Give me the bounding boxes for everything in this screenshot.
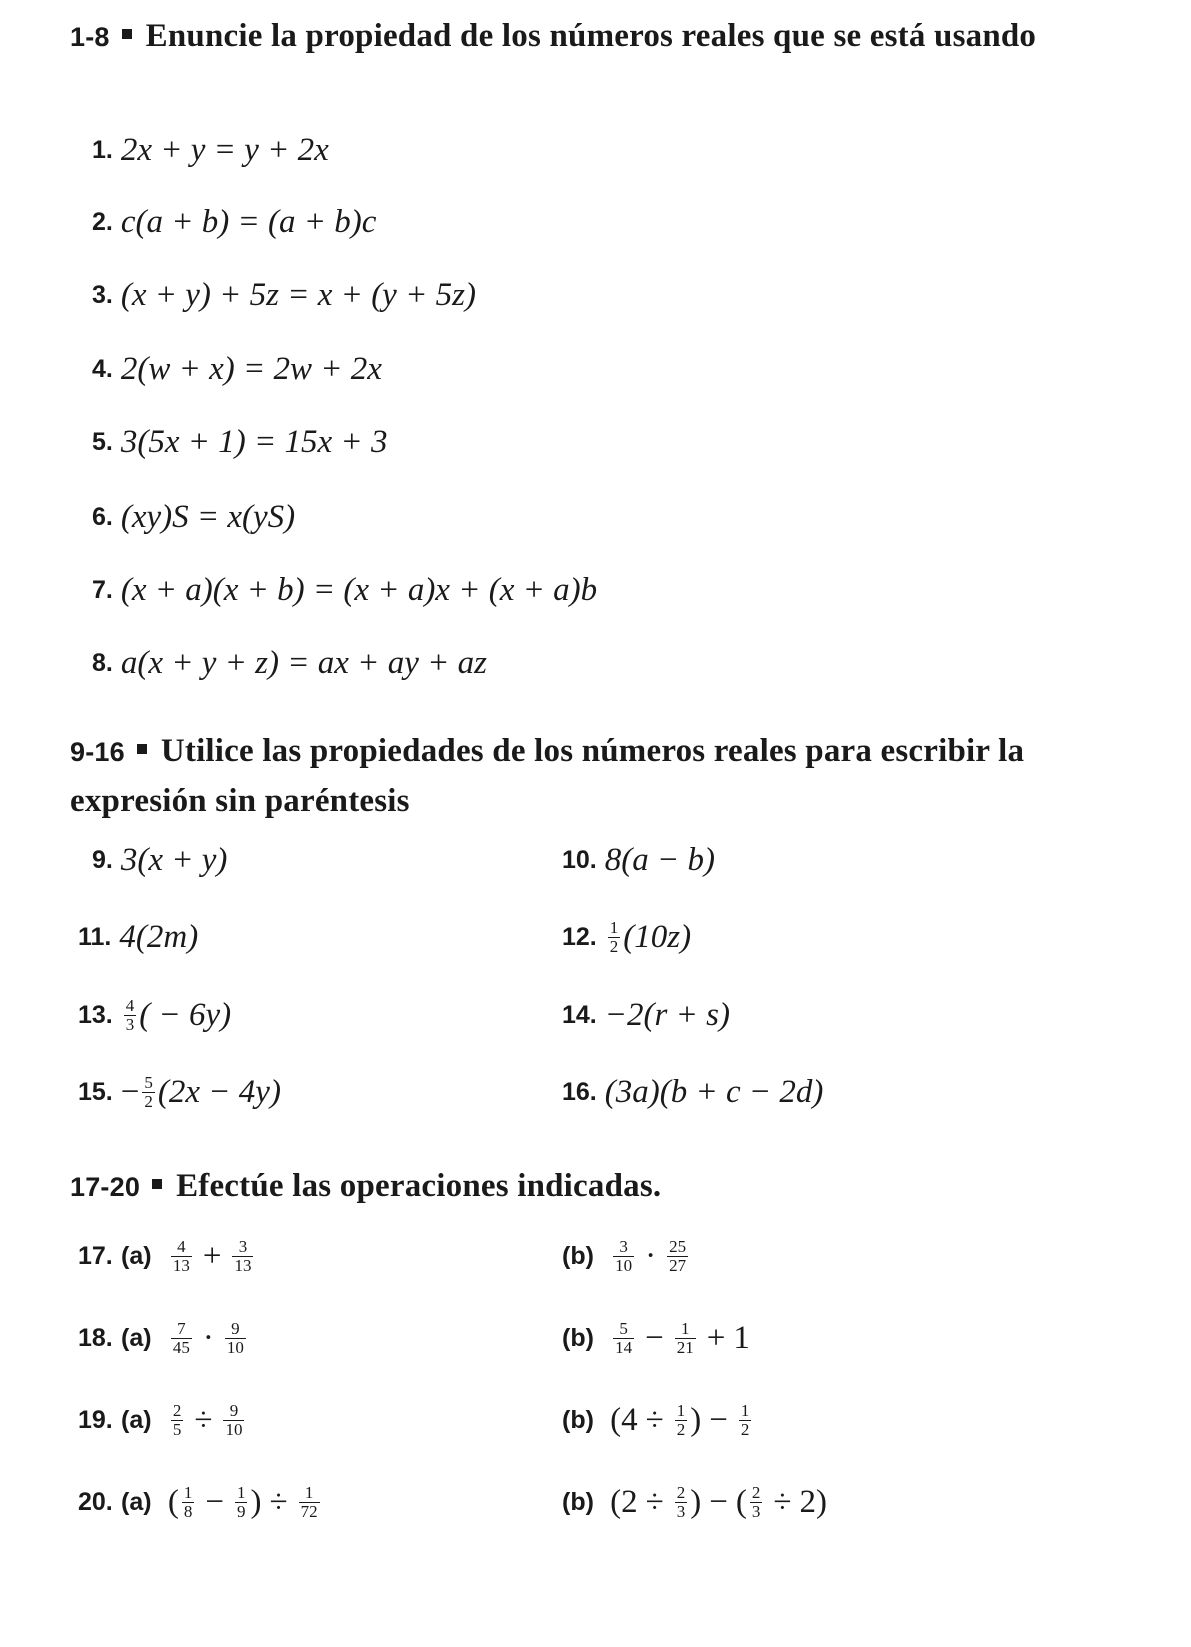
fraction: $\frac{7}{45}$: [172, 1318, 190, 1357]
fraction: $\frac{1}{8}$: [183, 1482, 193, 1521]
square-bullet-icon: [122, 29, 132, 39]
fraction: $\frac{1}{2}$: [609, 917, 619, 956]
problem-6: 6. (xy)S = x(yS): [92, 499, 296, 536]
section-range: 9-16: [70, 737, 125, 767]
section-range: 1-8: [70, 22, 110, 52]
section-range: 17-20: [70, 1172, 141, 1202]
problem-17b: (b) $\frac{3}{10}$ · $\frac{25}{27}$: [562, 1236, 687, 1275]
problem-20a: 20. (a) ( $\frac{1}{8}$ − $\frac{1}{9}$ ) ÷ $\frac{1}{72}$: [78, 1482, 318, 1521]
fraction: $\frac{2}{5}$: [172, 1400, 182, 1439]
problem-9: 9. 3(x + y): [92, 842, 228, 879]
problem-19b: (b) (4 ÷ $\frac{1}{2}$ ) − $\frac{1}{2}$: [562, 1400, 750, 1439]
problem-5: 5. 3(5x + 1) = 15x + 3: [92, 424, 388, 461]
fraction: $\frac{1}{72}$: [300, 1482, 318, 1521]
problem-18a: 18. (a) $\frac{7}{45}$ · $\frac{9}{10}$: [78, 1318, 244, 1357]
problem-14: 14. −2(r + s): [562, 997, 730, 1034]
problem-8: 8. a(x + y + z) = ax + ay + az: [92, 645, 487, 682]
problem-13: 13. $\frac{4}{3}$ ( − 6y): [78, 995, 232, 1034]
problem-19a: 19. (a) $\frac{2}{5}$ ÷ $\frac{9}{10}$: [78, 1400, 243, 1439]
problem-17a: 17. (a) $\frac{4}{13}$ + $\frac{3}{13}$: [78, 1236, 252, 1275]
square-bullet-icon: [152, 1179, 162, 1189]
problem-11: 11. 4(2m): [78, 919, 199, 956]
fraction: $\frac{25}{27}$: [669, 1236, 687, 1275]
fraction: $\frac{1}{2}$: [676, 1400, 686, 1439]
section-header-17-20: [70, 1162, 1130, 1212]
section-title: Enuncie la propiedad de los números reales que se está usando: [145, 18, 1037, 54]
square-bullet-icon: [137, 744, 147, 754]
problem-15: 15. − $\frac{5}{2}$ (2x − 4y): [78, 1072, 281, 1111]
problem-20b: (b) (2 ÷ $\frac{2}{3}$ ) − ( $\frac{2}{3}$ ÷ 2): [562, 1482, 828, 1521]
fraction: $\frac{1}{2}$: [740, 1400, 750, 1439]
fraction: $\frac{3}{10}$: [615, 1236, 633, 1275]
fraction: $\frac{5}{2}$: [144, 1072, 153, 1111]
section-header-1-8: [70, 12, 1130, 62]
fraction: $\frac{4}{13}$: [172, 1236, 190, 1275]
problem-2: 2. c(a + b) = (a + b)c: [92, 204, 377, 241]
section-header-9-16: [70, 727, 1130, 826]
problem-16: 16. (3a)(b + c − 2d): [562, 1074, 824, 1111]
problem-3: 3. (x + y) + 5z = x + (y + 5z): [92, 277, 476, 314]
fraction: $\frac{2}{3}$: [676, 1482, 686, 1521]
fraction: $\frac{4}{3}$: [125, 995, 135, 1034]
fraction: $\frac{1}{21}$: [676, 1318, 694, 1357]
problem-7: 7. (x + a)(x + b) = (x + a)x + (x + a)b: [92, 572, 598, 609]
problem-4: 4. 2(w + x) = 2w + 2x: [92, 351, 382, 388]
fraction: $\frac{5}{14}$: [615, 1318, 633, 1357]
problem-1: 1. 2x + y = y + 2x: [92, 132, 329, 169]
fraction: $\frac{9}{10}$: [226, 1318, 244, 1357]
problem-12: 12. $\frac{1}{2}$ (10z): [562, 917, 692, 956]
fraction: $\frac{2}{3}$: [751, 1482, 761, 1521]
problem-10: 10. 8(a − b): [562, 842, 716, 879]
problem-18b: (b) $\frac{5}{14}$ − $\frac{1}{21}$ + 1: [562, 1318, 750, 1357]
section-title: Efectúe las operaciones indicadas.: [176, 1168, 662, 1204]
fraction: $\frac{9}{10}$: [225, 1400, 243, 1439]
section-title: Utilice las propiedades de los números reales para escribir la expresión sin paréntesis: [70, 733, 1025, 819]
fraction: $\frac{1}{9}$: [236, 1482, 246, 1521]
fraction: $\frac{3}{13}$: [234, 1236, 252, 1275]
